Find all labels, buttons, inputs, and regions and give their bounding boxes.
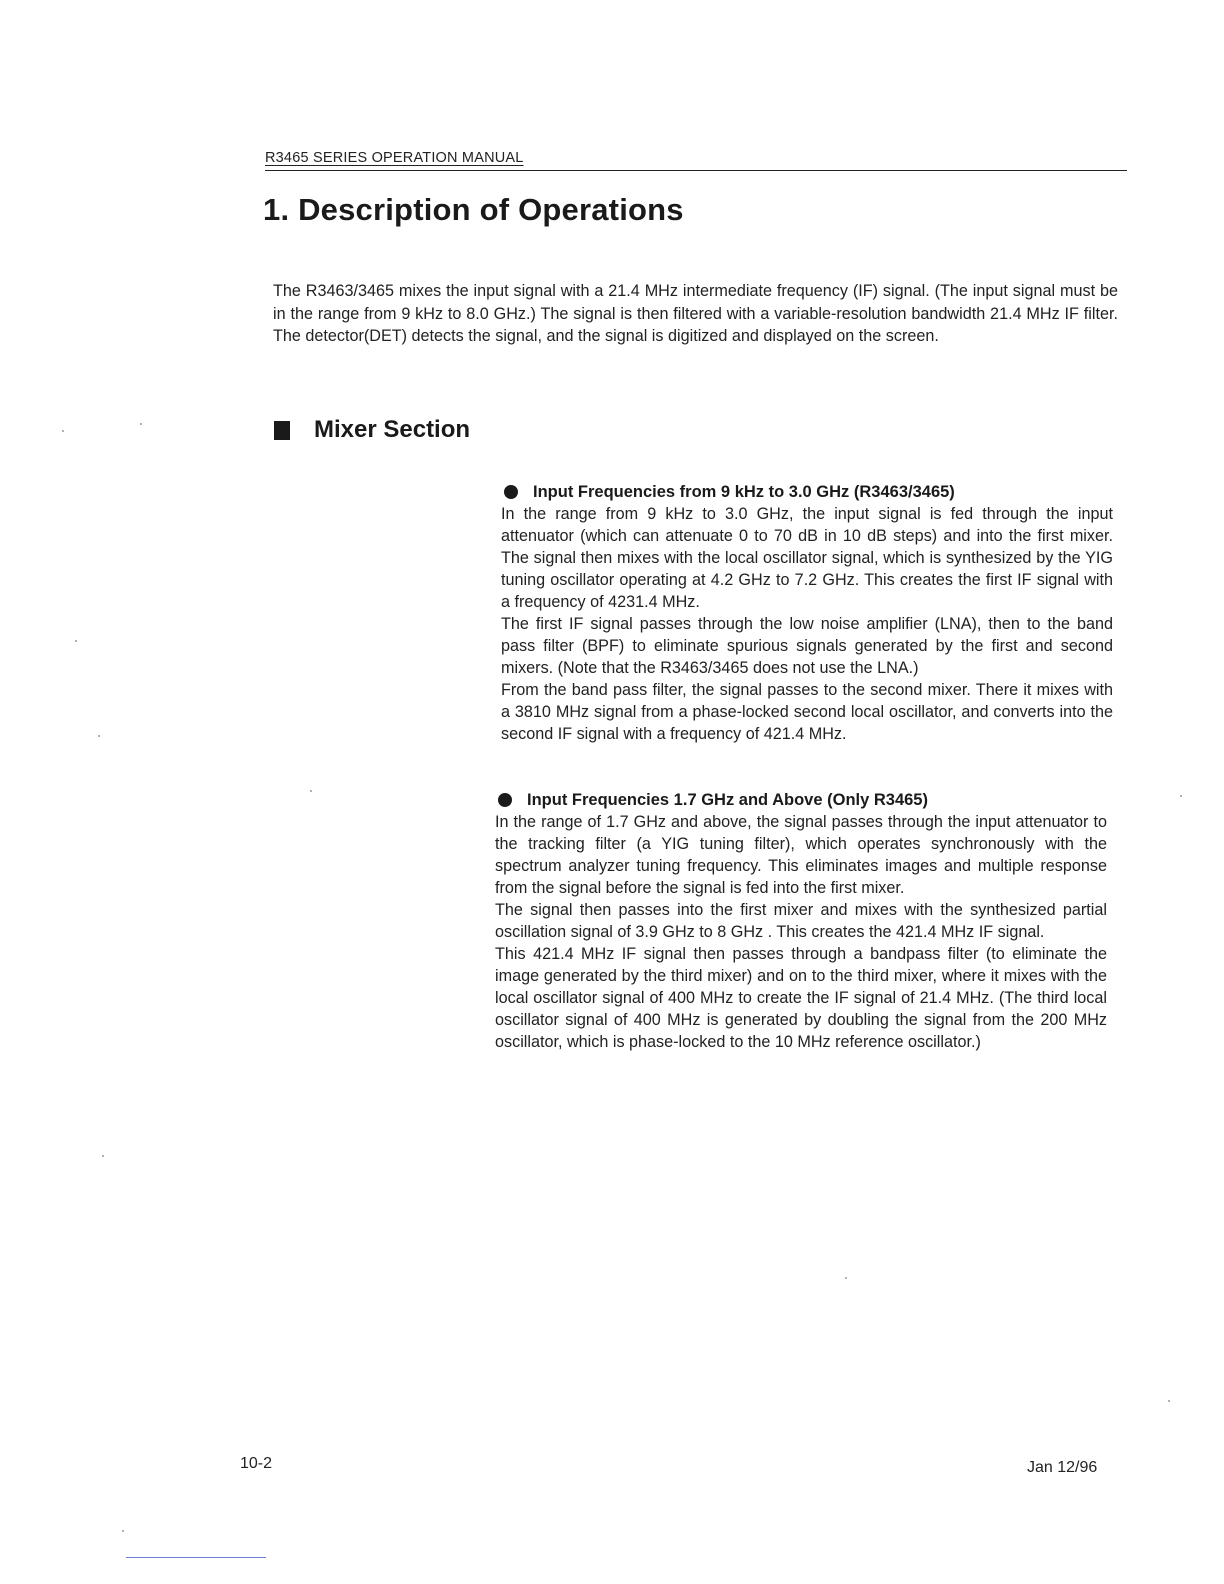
subsection-low-band [501, 481, 1113, 745]
scan-speck [1168, 1400, 1170, 1402]
bullet-dot-icon [498, 793, 512, 807]
intro-paragraph: The R3463/3465 mixes the input signal with a 21.4 MHz intermediate frequency (IF) signal. (The input signal must be in the range from 9 kHz to 8.0 GHz.) The signal is then filtered with a variable-resolution bandwidth 21.4 MHz IF filter. The detector(DET) detects the signal, and the signal is digitized and displayed on the screen. [273, 282, 1118, 345]
scan-speck [310, 790, 312, 792]
scan-speck [1180, 795, 1182, 797]
scan-speck [98, 735, 100, 737]
scan-speck [122, 1530, 124, 1532]
subsection-high-band [495, 789, 1107, 1053]
paragraph: In the range from 9 kHz to 3.0 GHz, the input signal is fed through the input attenuator (which can attenuate 0 to 70 dB in 10 dB steps) and into the first mixer. The signal then mixes with the local oscillator signal, which is synthesized by the YIG tuning oscillator operating at 4.2 GHz to 7.2 GHz. This creates the first IF signal with a frequency of 4231.4 MHz. [501, 505, 1113, 611]
paragraph: In the range of 1.7 GHz and above, the signal passes through the input attenuator to the tracking filter (a YIG tuning filter), which operates synchronously with the spectrum analyzer tuning frequency. This eliminates images and multiple response from the signal before the signal is fed into the first mixer. [495, 813, 1107, 897]
scan-speck [62, 430, 64, 432]
page-number: 10-2 [240, 1455, 273, 1472]
paragraph: From the band pass filter, the signal passes to the second mixer. There it mixes with a 3810 MHz signal from a phase-locked second local oscillator, and converts into the second IF signal with a frequency of 421.4 MHz. [501, 681, 1113, 743]
scan-speck [102, 1155, 104, 1157]
scan-speck [140, 423, 142, 425]
subsection-heading-text: Input Frequencies from 9 kHz to 3.0 GHz (R3463/3465) [533, 483, 955, 501]
paragraph: This 421.4 MHz IF signal then passes through a bandpass filter (to eliminate the image generated by the third mixer) and on to the third mixer, where it mixes with the local oscillator signal of 400 MHz to create the IF signal of 21.4 MHz. (The third local oscillator signal of 400 MHz is generated by doubling the signal from the 200 MHz oscillator, which is phase-locked to the 10 MHz reference oscillator.) [495, 945, 1107, 1051]
scan-speck [75, 640, 77, 642]
section-heading-text: Mixer Section [314, 416, 471, 443]
subsection-heading [501, 481, 1113, 503]
square-bullet-icon [274, 421, 290, 440]
paragraph: The signal then passes into the first mixer and mixes with the synthesized partial oscillation signal of 3.9 GHz to 8 GHz . This creates the 421.4 MHz IF signal. [495, 901, 1107, 941]
paragraph: The first IF signal passes through the low noise amplifier (LNA), then to the band pass filter (BPF) to eliminate spurious signals generated by the first and second mixers. (Note that the R3463/3465 does not use the LNA.) [501, 615, 1113, 677]
bullet-dot-icon [504, 485, 518, 499]
running-header [265, 150, 1127, 171]
subsection-heading-text: Input Frequencies 1.7 GHz and Above (Only R3465) [527, 791, 928, 809]
chapter-title: 1. Description of Operations [263, 192, 684, 227]
scan-artifact-line [126, 1557, 266, 1558]
running-title: R3465 SERIES OPERATION MANUAL [265, 150, 524, 166]
footer-date: Jan 12/96 [1027, 1459, 1098, 1476]
scan-speck [845, 1277, 847, 1279]
subsection-heading [495, 789, 1107, 811]
section-heading [274, 416, 470, 444]
